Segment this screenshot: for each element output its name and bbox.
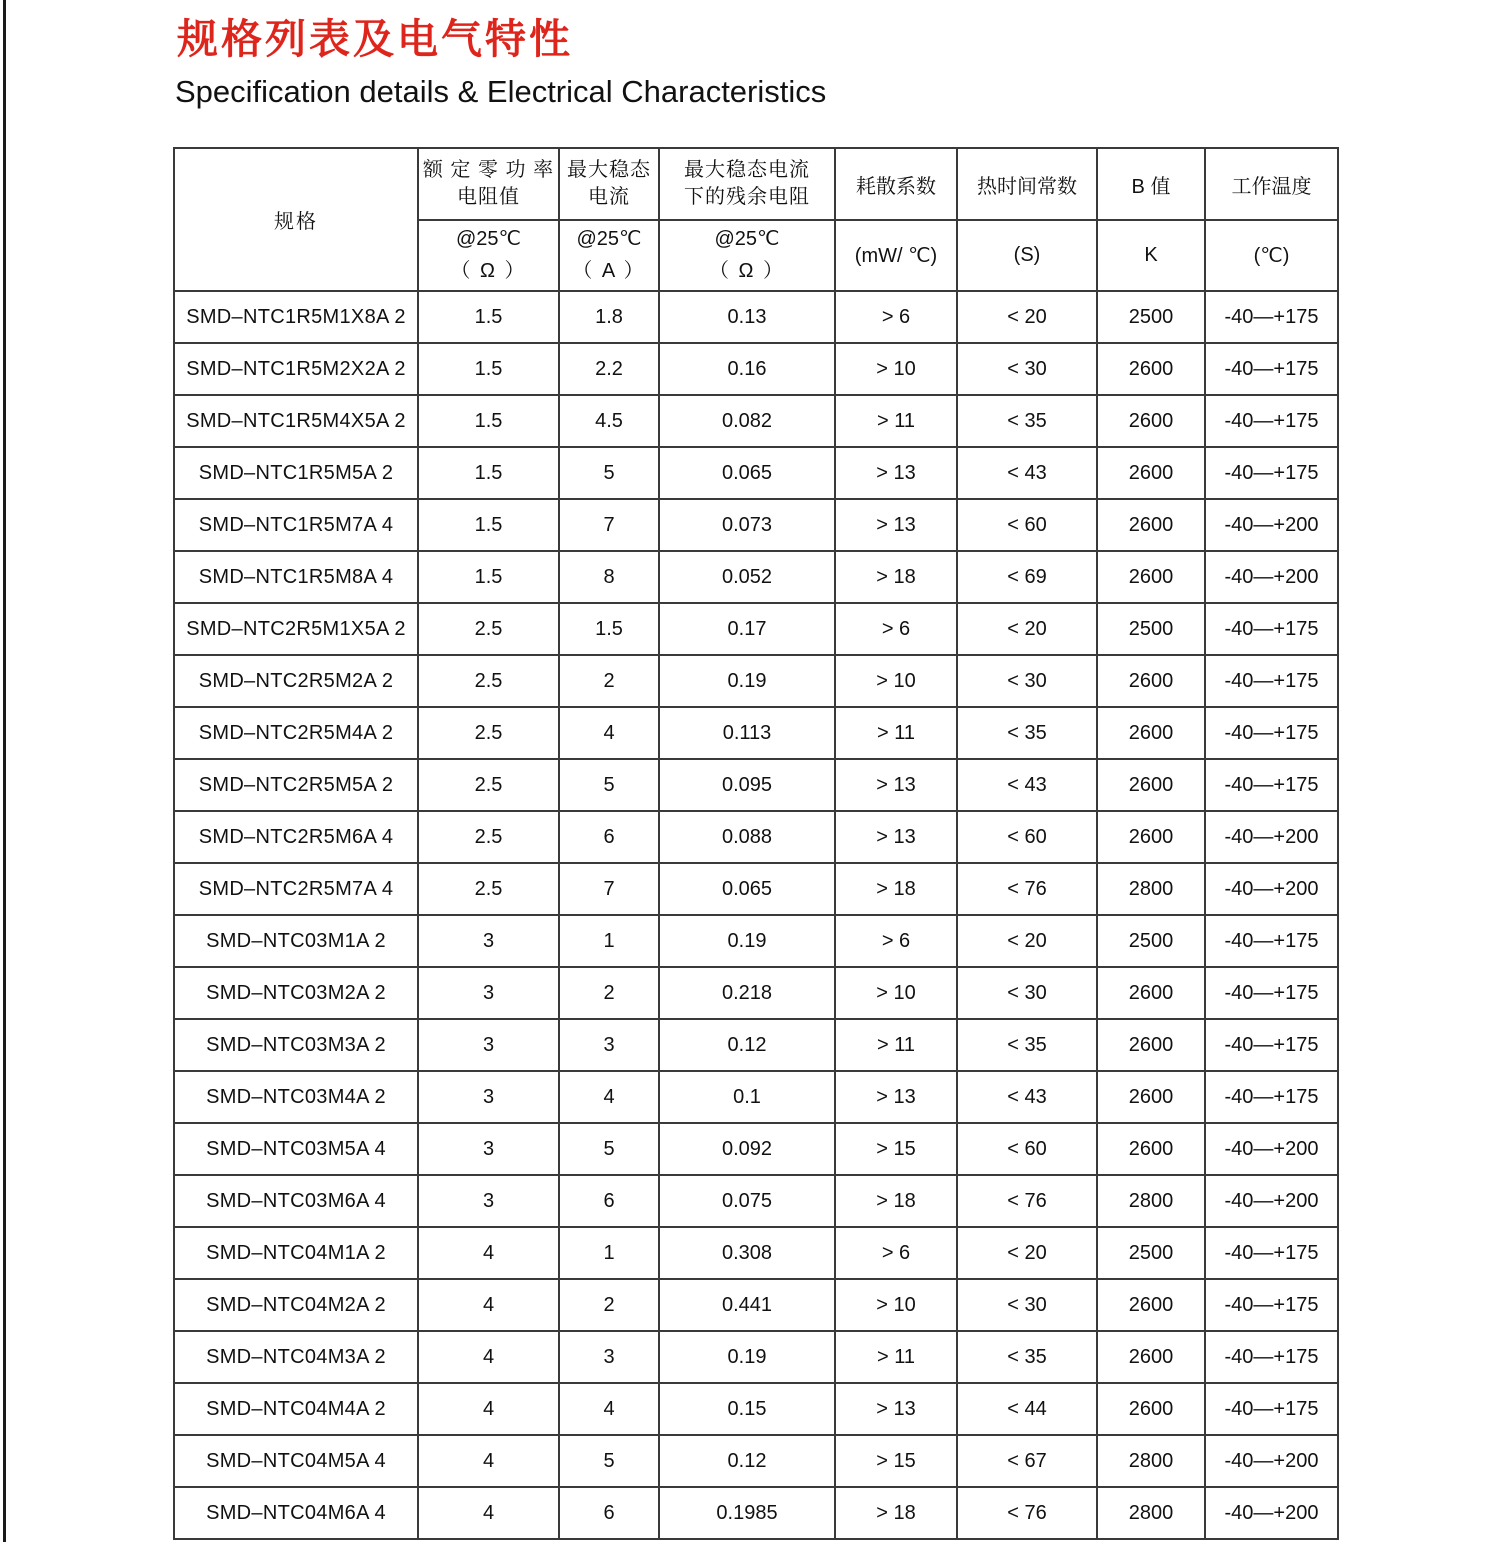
col-header-b-value: B 值 bbox=[1097, 148, 1205, 220]
table-row bbox=[174, 551, 1338, 603]
cell-model: SMD–NTC2R5M4A 2 bbox=[174, 707, 418, 759]
cell-model: SMD–NTC2R5M5A 2 bbox=[174, 759, 418, 811]
cell-b-value: 2800 bbox=[1097, 1435, 1205, 1487]
cell-time-constant: < 30 bbox=[957, 343, 1097, 395]
cell-model: SMD–NTC1R5M4X5A 2 bbox=[174, 395, 418, 447]
table-row bbox=[174, 1123, 1338, 1175]
cell-residual-resistance: 0.16 bbox=[659, 343, 835, 395]
cell-b-value: 2600 bbox=[1097, 759, 1205, 811]
cell-rated-resistance: 2.5 bbox=[418, 707, 559, 759]
cell-model: SMD–NTC1R5M2X2A 2 bbox=[174, 343, 418, 395]
cell-model: SMD–NTC2R5M7A 4 bbox=[174, 863, 418, 915]
cell-rated-resistance: 2.5 bbox=[418, 759, 559, 811]
cell-model: SMD–NTC1R5M1X8A 2 bbox=[174, 291, 418, 343]
cell-residual-resistance: 0.218 bbox=[659, 967, 835, 1019]
cell-residual-resistance: 0.065 bbox=[659, 863, 835, 915]
cell-residual-resistance: 0.19 bbox=[659, 1331, 835, 1383]
cell-time-constant: < 35 bbox=[957, 1019, 1097, 1071]
col-header-dissipation: 耗散系数 bbox=[835, 148, 957, 220]
cell-rated-resistance: 4 bbox=[418, 1435, 559, 1487]
col-subheader-temp-range: (℃) bbox=[1205, 220, 1338, 291]
cell-time-constant: < 44 bbox=[957, 1383, 1097, 1435]
cell-max-current: 1.5 bbox=[559, 603, 659, 655]
cell-residual-resistance: 0.308 bbox=[659, 1227, 835, 1279]
cell-time-constant: < 60 bbox=[957, 1123, 1097, 1175]
col-subheader-dissipation: (mW/ ℃) bbox=[835, 220, 957, 291]
cell-rated-resistance: 1.5 bbox=[418, 447, 559, 499]
header-unit: （ Ω ） bbox=[708, 259, 786, 282]
cell-residual-resistance: 0.075 bbox=[659, 1175, 835, 1227]
header-condition: @25℃ bbox=[714, 227, 780, 250]
cell-dissipation: > 6 bbox=[835, 603, 957, 655]
table-row bbox=[174, 395, 1338, 447]
cell-b-value: 2600 bbox=[1097, 967, 1205, 1019]
cell-b-value: 2600 bbox=[1097, 395, 1205, 447]
cell-rated-resistance: 2.5 bbox=[418, 603, 559, 655]
cell-time-constant: < 60 bbox=[957, 499, 1097, 551]
cell-max-current: 5 bbox=[559, 447, 659, 499]
col-subheader-time-constant: (S) bbox=[957, 220, 1097, 291]
cell-residual-resistance: 0.1 bbox=[659, 1071, 835, 1123]
cell-temp-range: -40—+175 bbox=[1205, 1019, 1338, 1071]
header-line1: 最大稳态 bbox=[567, 159, 651, 181]
cell-model: SMD–NTC1R5M7A 4 bbox=[174, 499, 418, 551]
cell-residual-resistance: 0.092 bbox=[659, 1123, 835, 1175]
cell-max-current: 1.8 bbox=[559, 291, 659, 343]
table-row bbox=[174, 1175, 1338, 1227]
cell-b-value: 2600 bbox=[1097, 499, 1205, 551]
cell-residual-resistance: 0.441 bbox=[659, 1279, 835, 1331]
cell-model: SMD–NTC2R5M1X5A 2 bbox=[174, 603, 418, 655]
header-condition: @25℃ bbox=[576, 227, 642, 250]
cell-temp-range: -40—+175 bbox=[1205, 343, 1338, 395]
header-line1: 额 定 零 功 率 bbox=[422, 159, 555, 181]
cell-residual-resistance: 0.082 bbox=[659, 395, 835, 447]
cell-dissipation: > 13 bbox=[835, 1071, 957, 1123]
cell-b-value: 2500 bbox=[1097, 603, 1205, 655]
cell-temp-range: -40—+200 bbox=[1205, 811, 1338, 863]
table-row bbox=[174, 1019, 1338, 1071]
table-row bbox=[174, 655, 1338, 707]
header-line2: 电流 bbox=[588, 186, 630, 208]
cell-model: SMD–NTC2R5M6A 4 bbox=[174, 811, 418, 863]
cell-temp-range: -40—+175 bbox=[1205, 1383, 1338, 1435]
cell-rated-resistance: 1.5 bbox=[418, 395, 559, 447]
cell-time-constant: < 35 bbox=[957, 395, 1097, 447]
cell-rated-resistance: 3 bbox=[418, 1175, 559, 1227]
cell-dissipation: > 6 bbox=[835, 915, 957, 967]
table-row bbox=[174, 707, 1338, 759]
cell-rated-resistance: 1.5 bbox=[418, 291, 559, 343]
cell-rated-resistance: 3 bbox=[418, 1123, 559, 1175]
cell-dissipation: > 18 bbox=[835, 863, 957, 915]
cell-model: SMD–NTC04M6A 4 bbox=[174, 1487, 418, 1539]
table-row bbox=[174, 1331, 1338, 1383]
cell-dissipation: > 13 bbox=[835, 447, 957, 499]
cell-max-current: 7 bbox=[559, 499, 659, 551]
cell-dissipation: > 18 bbox=[835, 1175, 957, 1227]
cell-b-value: 2600 bbox=[1097, 1383, 1205, 1435]
cell-max-current: 4 bbox=[559, 1383, 659, 1435]
cell-dissipation: > 11 bbox=[835, 395, 957, 447]
cell-time-constant: < 69 bbox=[957, 551, 1097, 603]
cell-max-current: 5 bbox=[559, 1435, 659, 1487]
cell-rated-resistance: 4 bbox=[418, 1487, 559, 1539]
cell-rated-resistance: 4 bbox=[418, 1279, 559, 1331]
cell-time-constant: < 20 bbox=[957, 1227, 1097, 1279]
cell-temp-range: -40—+175 bbox=[1205, 655, 1338, 707]
table-row bbox=[174, 447, 1338, 499]
cell-temp-range: -40—+175 bbox=[1205, 395, 1338, 447]
cell-time-constant: < 43 bbox=[957, 759, 1097, 811]
cell-max-current: 2 bbox=[559, 1279, 659, 1331]
cell-max-current: 5 bbox=[559, 759, 659, 811]
cell-temp-range: -40—+200 bbox=[1205, 551, 1338, 603]
cell-temp-range: -40—+200 bbox=[1205, 1435, 1338, 1487]
cell-residual-resistance: 0.088 bbox=[659, 811, 835, 863]
cell-model: SMD–NTC1R5M8A 4 bbox=[174, 551, 418, 603]
cell-time-constant: < 67 bbox=[957, 1435, 1097, 1487]
col-header-residual-resistance bbox=[659, 148, 835, 220]
cell-max-current: 5 bbox=[559, 1123, 659, 1175]
cell-time-constant: < 76 bbox=[957, 1175, 1097, 1227]
specification-table bbox=[173, 147, 1339, 1540]
cell-residual-resistance: 0.052 bbox=[659, 551, 835, 603]
cell-time-constant: < 30 bbox=[957, 655, 1097, 707]
table-row bbox=[174, 811, 1338, 863]
cell-residual-resistance: 0.1985 bbox=[659, 1487, 835, 1539]
spec-table-body bbox=[174, 291, 1338, 1539]
cell-max-current: 1 bbox=[559, 1227, 659, 1279]
cell-dissipation: > 10 bbox=[835, 343, 957, 395]
cell-residual-resistance: 0.12 bbox=[659, 1435, 835, 1487]
table-row bbox=[174, 915, 1338, 967]
cell-max-current: 4 bbox=[559, 1071, 659, 1123]
cell-residual-resistance: 0.19 bbox=[659, 915, 835, 967]
cell-time-constant: < 35 bbox=[957, 1331, 1097, 1383]
cell-time-constant: < 30 bbox=[957, 967, 1097, 1019]
cell-residual-resistance: 0.12 bbox=[659, 1019, 835, 1071]
cell-rated-resistance: 1.5 bbox=[418, 343, 559, 395]
table-row bbox=[174, 343, 1338, 395]
cell-temp-range: -40—+175 bbox=[1205, 759, 1338, 811]
cell-residual-resistance: 0.15 bbox=[659, 1383, 835, 1435]
cell-model: SMD–NTC03M3A 2 bbox=[174, 1019, 418, 1071]
cell-max-current: 4.5 bbox=[559, 395, 659, 447]
cell-model: SMD–NTC03M4A 2 bbox=[174, 1071, 418, 1123]
cell-b-value: 2600 bbox=[1097, 1279, 1205, 1331]
table-row bbox=[174, 1227, 1338, 1279]
cell-rated-resistance: 3 bbox=[418, 967, 559, 1019]
cell-rated-resistance: 2.5 bbox=[418, 863, 559, 915]
cell-dissipation: > 10 bbox=[835, 967, 957, 1019]
cell-time-constant: < 76 bbox=[957, 863, 1097, 915]
cell-max-current: 1 bbox=[559, 915, 659, 967]
cell-rated-resistance: 1.5 bbox=[418, 551, 559, 603]
cell-temp-range: -40—+200 bbox=[1205, 1123, 1338, 1175]
cell-model: SMD–NTC04M2A 2 bbox=[174, 1279, 418, 1331]
cell-time-constant: < 76 bbox=[957, 1487, 1097, 1539]
table-row bbox=[174, 499, 1338, 551]
cell-dissipation: > 18 bbox=[835, 1487, 957, 1539]
cell-residual-resistance: 0.17 bbox=[659, 603, 835, 655]
header-line2: 电阻值 bbox=[457, 186, 520, 208]
cell-max-current: 3 bbox=[559, 1331, 659, 1383]
col-subheader-b-value: K bbox=[1097, 220, 1205, 291]
cell-b-value: 2600 bbox=[1097, 1071, 1205, 1123]
cell-rated-resistance: 1.5 bbox=[418, 499, 559, 551]
cell-max-current: 6 bbox=[559, 1487, 659, 1539]
cell-b-value: 2500 bbox=[1097, 291, 1205, 343]
cell-residual-resistance: 0.073 bbox=[659, 499, 835, 551]
cell-dissipation: > 11 bbox=[835, 1019, 957, 1071]
cell-max-current: 6 bbox=[559, 1175, 659, 1227]
header-unit: （ Ω ） bbox=[450, 259, 527, 282]
col-header-time-constant: 热时间常数 bbox=[957, 148, 1097, 220]
header-line1: 最大稳态电流 bbox=[684, 159, 810, 181]
cell-dissipation: > 13 bbox=[835, 759, 957, 811]
cell-dissipation: > 6 bbox=[835, 1227, 957, 1279]
cell-max-current: 7 bbox=[559, 863, 659, 915]
table-row bbox=[174, 863, 1338, 915]
cell-rated-resistance: 3 bbox=[418, 1019, 559, 1071]
cell-rated-resistance: 2.5 bbox=[418, 811, 559, 863]
cell-temp-range: -40—+175 bbox=[1205, 915, 1338, 967]
cell-dissipation: > 10 bbox=[835, 655, 957, 707]
cell-dissipation: > 10 bbox=[835, 1279, 957, 1331]
cell-b-value: 2600 bbox=[1097, 707, 1205, 759]
col-header-temp-range: 工作温度 bbox=[1205, 148, 1338, 220]
table-row bbox=[174, 1071, 1338, 1123]
cell-time-constant: < 30 bbox=[957, 1279, 1097, 1331]
cell-time-constant: < 43 bbox=[957, 447, 1097, 499]
cell-residual-resistance: 0.113 bbox=[659, 707, 835, 759]
cell-temp-range: -40—+175 bbox=[1205, 291, 1338, 343]
cell-dissipation: > 11 bbox=[835, 707, 957, 759]
cell-dissipation: > 6 bbox=[835, 291, 957, 343]
cell-model: SMD–NTC03M1A 2 bbox=[174, 915, 418, 967]
table-row bbox=[174, 759, 1338, 811]
cell-b-value: 2500 bbox=[1097, 1227, 1205, 1279]
cell-max-current: 2 bbox=[559, 655, 659, 707]
cell-temp-range: -40—+175 bbox=[1205, 1227, 1338, 1279]
cell-model: SMD–NTC03M6A 4 bbox=[174, 1175, 418, 1227]
cell-time-constant: < 43 bbox=[957, 1071, 1097, 1123]
cell-b-value: 2800 bbox=[1097, 1175, 1205, 1227]
cell-dissipation: > 13 bbox=[835, 811, 957, 863]
cell-temp-range: -40—+175 bbox=[1205, 447, 1338, 499]
cell-dissipation: > 13 bbox=[835, 499, 957, 551]
cell-dissipation: > 18 bbox=[835, 551, 957, 603]
cell-model: SMD–NTC03M2A 2 bbox=[174, 967, 418, 1019]
cell-b-value: 2600 bbox=[1097, 1331, 1205, 1383]
cell-dissipation: > 15 bbox=[835, 1123, 957, 1175]
cell-max-current: 2.2 bbox=[559, 343, 659, 395]
cell-b-value: 2600 bbox=[1097, 1123, 1205, 1175]
cell-time-constant: < 20 bbox=[957, 291, 1097, 343]
table-row bbox=[174, 967, 1338, 1019]
table-row bbox=[174, 1435, 1338, 1487]
cell-max-current: 3 bbox=[559, 1019, 659, 1071]
cell-b-value: 2600 bbox=[1097, 655, 1205, 707]
cell-time-constant: < 60 bbox=[957, 811, 1097, 863]
table-row bbox=[174, 1487, 1338, 1539]
cell-b-value: 2600 bbox=[1097, 1019, 1205, 1071]
cell-model: SMD–NTC04M5A 4 bbox=[174, 1435, 418, 1487]
cell-model: SMD–NTC04M4A 2 bbox=[174, 1383, 418, 1435]
cell-rated-resistance: 2.5 bbox=[418, 655, 559, 707]
cell-b-value: 2800 bbox=[1097, 1487, 1205, 1539]
col-header-max-current bbox=[559, 148, 659, 220]
table-row bbox=[174, 1279, 1338, 1331]
cell-b-value: 2600 bbox=[1097, 343, 1205, 395]
cell-model: SMD–NTC2R5M2A 2 bbox=[174, 655, 418, 707]
page-title-english: Specification details & Electrical Characteristics bbox=[175, 74, 827, 109]
cell-dissipation: > 11 bbox=[835, 1331, 957, 1383]
cell-b-value: 2800 bbox=[1097, 863, 1205, 915]
header-line2: 下的残余电阻 bbox=[684, 186, 810, 208]
page-left-border bbox=[3, 0, 6, 1542]
cell-residual-resistance: 0.065 bbox=[659, 447, 835, 499]
cell-temp-range: -40—+200 bbox=[1205, 499, 1338, 551]
header-unit: （ A ） bbox=[572, 259, 646, 282]
cell-b-value: 2600 bbox=[1097, 447, 1205, 499]
cell-b-value: 2500 bbox=[1097, 915, 1205, 967]
table-row bbox=[174, 603, 1338, 655]
cell-temp-range: -40—+175 bbox=[1205, 1071, 1338, 1123]
page-title-chinese: 规格列表及电气特性 bbox=[177, 16, 573, 62]
cell-temp-range: -40—+175 bbox=[1205, 707, 1338, 759]
cell-model: SMD–NTC1R5M5A 2 bbox=[174, 447, 418, 499]
cell-rated-resistance: 4 bbox=[418, 1227, 559, 1279]
table-row bbox=[174, 1383, 1338, 1435]
cell-temp-range: -40—+200 bbox=[1205, 863, 1338, 915]
cell-time-constant: < 35 bbox=[957, 707, 1097, 759]
cell-dissipation: > 13 bbox=[835, 1383, 957, 1435]
col-subheader-rated-resistance bbox=[418, 220, 559, 291]
cell-model: SMD–NTC04M1A 2 bbox=[174, 1227, 418, 1279]
cell-temp-range: -40—+200 bbox=[1205, 1487, 1338, 1539]
cell-max-current: 8 bbox=[559, 551, 659, 603]
cell-time-constant: < 20 bbox=[957, 603, 1097, 655]
cell-temp-range: -40—+175 bbox=[1205, 1279, 1338, 1331]
cell-dissipation: > 15 bbox=[835, 1435, 957, 1487]
cell-residual-resistance: 0.13 bbox=[659, 291, 835, 343]
cell-max-current: 6 bbox=[559, 811, 659, 863]
cell-rated-resistance: 4 bbox=[418, 1383, 559, 1435]
cell-temp-range: -40—+200 bbox=[1205, 1175, 1338, 1227]
col-header-spec: 规格 bbox=[174, 148, 418, 291]
col-header-rated-resistance bbox=[418, 148, 559, 220]
cell-temp-range: -40—+175 bbox=[1205, 603, 1338, 655]
col-subheader-max-current bbox=[559, 220, 659, 291]
cell-rated-resistance: 3 bbox=[418, 915, 559, 967]
col-subheader-residual-resistance bbox=[659, 220, 835, 291]
cell-residual-resistance: 0.19 bbox=[659, 655, 835, 707]
cell-residual-resistance: 0.095 bbox=[659, 759, 835, 811]
cell-rated-resistance: 4 bbox=[418, 1331, 559, 1383]
cell-rated-resistance: 3 bbox=[418, 1071, 559, 1123]
cell-max-current: 4 bbox=[559, 707, 659, 759]
cell-model: SMD–NTC04M3A 2 bbox=[174, 1331, 418, 1383]
cell-max-current: 2 bbox=[559, 967, 659, 1019]
header-condition: @25℃ bbox=[455, 227, 521, 250]
cell-temp-range: -40—+175 bbox=[1205, 967, 1338, 1019]
cell-model: SMD–NTC03M5A 4 bbox=[174, 1123, 418, 1175]
cell-time-constant: < 20 bbox=[957, 915, 1097, 967]
cell-b-value: 2600 bbox=[1097, 551, 1205, 603]
table-row bbox=[174, 291, 1338, 343]
cell-b-value: 2600 bbox=[1097, 811, 1205, 863]
cell-temp-range: -40—+175 bbox=[1205, 1331, 1338, 1383]
